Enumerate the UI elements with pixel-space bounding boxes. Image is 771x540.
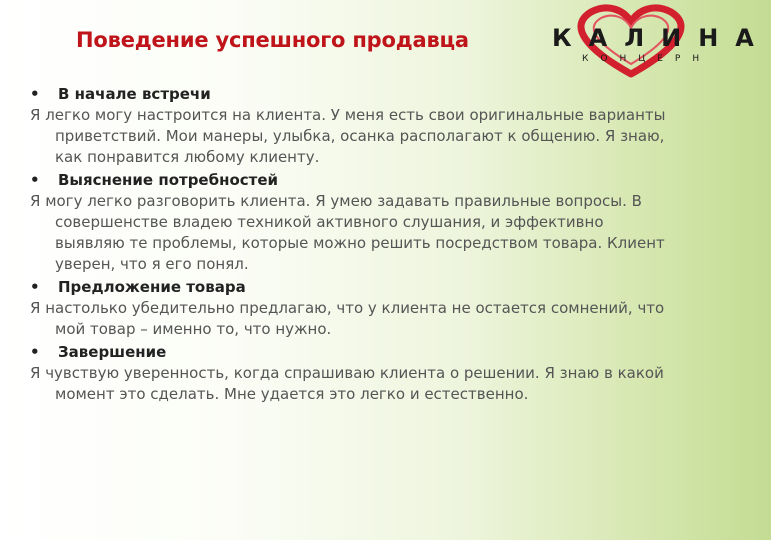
section-heading (30, 84, 670, 105)
slide-content (30, 84, 670, 407)
section-heading-text: Завершение (58, 343, 167, 361)
section-paragraph: Я могу легко разговорить клиента. Я умею задавать правильные вопросы. В совершенстве владею техникой активного слушания, и эффективно выявляю те проблемы, которые можно решить посредством товара. Клиент уверен, что я его понял. (30, 192, 665, 273)
logo-subtitle: КОНЦЕРН (582, 54, 712, 64)
section-heading-text: Выяснение потребностей (58, 171, 279, 189)
section-heading (30, 277, 670, 298)
bullet-marker: • (30, 278, 40, 296)
bullet-marker: • (30, 343, 40, 361)
bullet-marker: • (30, 85, 40, 103)
logo-wordmark: КАЛИНА (552, 24, 771, 52)
company-logo (546, 4, 771, 78)
section-heading (30, 170, 670, 191)
section-paragraph: Я чувствую уверенность, когда спрашиваю клиента о решении. Я знаю в какой момент это сделать. Мне удается это легко и естественно. (30, 364, 664, 403)
section-heading (30, 342, 670, 363)
bullet-marker: • (30, 171, 40, 189)
slide-title: Поведение успешного продавца (76, 28, 469, 52)
section-heading-text: В начале встречи (58, 85, 211, 103)
section-paragraph: Я настолько убедительно предлагаю, что у клиента не остается сомнений, что мой товар – именно то, что нужно. (30, 299, 665, 338)
section-paragraph: Я легко могу настроится на клиента. У меня есть свои оригинальные варианты приветствий. Мои манеры, улыбка, осанка располагают к общению. Я знаю, как понравится любому клиенту. (30, 106, 666, 166)
section-heading-text: Предложение товара (58, 278, 246, 296)
